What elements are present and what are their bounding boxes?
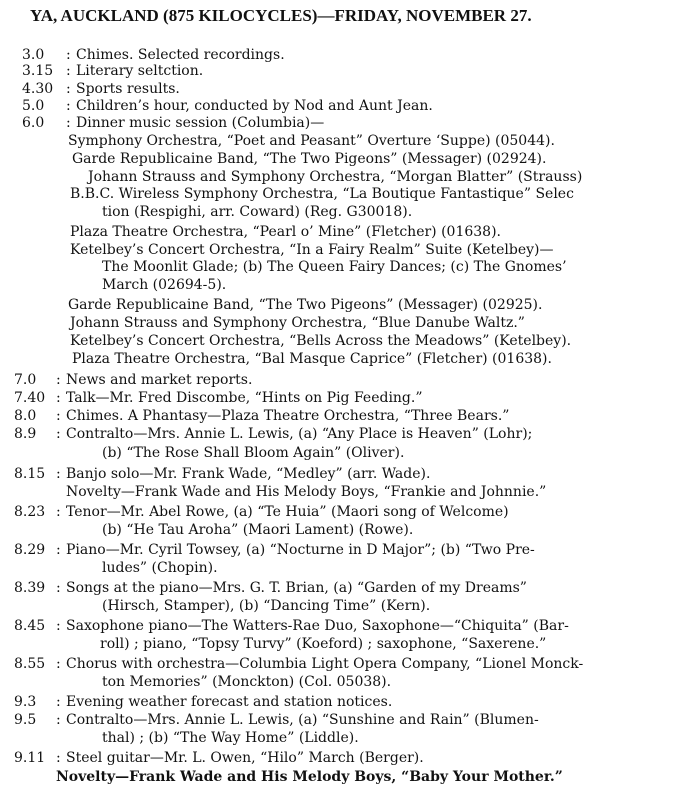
- entry-text: Novelty—Frank Wade and His Melody Boys, “Baby Your Mother.”: [56, 769, 563, 785]
- time-separator: :: [56, 466, 61, 482]
- entry-time: 9.11: [14, 750, 46, 766]
- entry-time: 4.30: [22, 81, 54, 97]
- entry-time: 7.0: [14, 372, 37, 388]
- entry-time: 8.9: [14, 426, 37, 442]
- entry-text: The Moonlit Glade; (b) The Queen Fairy Dances; (c) The Gnomes’: [102, 259, 567, 275]
- entry-text: Evening weather forecast and station notices.: [66, 694, 393, 710]
- entry-text: ludes” (Chopin).: [102, 560, 218, 576]
- time-separator: :: [56, 694, 61, 710]
- entry-text: Novelty—Frank Wade and His Melody Boys, “Frankie and Johnnie.”: [66, 484, 547, 500]
- time-separator: :: [66, 47, 71, 63]
- entry-time: 9.5: [14, 712, 37, 728]
- time-separator: :: [56, 580, 61, 596]
- entry-text: Contralto—Mrs. Annie L. Lewis, (a) “Sunshine and Rain” (Blumen-: [66, 712, 539, 728]
- entry-text: (b) “He Tau Aroha” (Maori Lament) (Rowe).: [102, 522, 414, 538]
- entry-text: Plaza Theatre Orchestra, “Pearl o’ Mine” (Fletcher) (01638).: [70, 224, 501, 240]
- entry-text: Literary seltction.: [76, 63, 204, 79]
- time-separator: :: [56, 372, 61, 388]
- entry-time: 3.0: [22, 47, 45, 63]
- entry-text: Contralto—Mrs. Annie L. Lewis, (a) “Any Place is Heaven” (Lohr);: [66, 426, 533, 442]
- entry-text: Dinner music session (Columbia)—: [76, 115, 325, 131]
- entry-text: Johann Strauss and Symphony Orchestra, “Morgan Blatter” (Strauss): [88, 169, 583, 185]
- entry-text: Chimes. A Phantasy—Plaza Theatre Orchestra, “Three Bears.”: [66, 408, 510, 424]
- entry-text: B.B.C. Wireless Symphony Orchestra, “La Boutique Fantastique” Selec: [70, 186, 574, 202]
- time-separator: :: [66, 98, 71, 114]
- entry-text: thal) ; (b) “The Way Home” (Liddle).: [102, 730, 359, 746]
- time-separator: :: [66, 63, 71, 79]
- entry-text: Talk—Mr. Fred Discombe, “Hints on Pig Feeding.”: [66, 390, 423, 406]
- entry-text: tion (Respighi, arr. Coward) (Reg. G30018).: [102, 204, 413, 220]
- time-separator: :: [66, 81, 71, 97]
- time-separator: :: [56, 750, 61, 766]
- station-header: YA, AUCKLAND (875 KILOCYCLES)—FRIDAY, NOVEMBER 27.: [30, 6, 532, 25]
- entry-time: 8.0: [14, 408, 37, 424]
- entry-text: (Hirsch, Stamper), (b) “Dancing Time” (Kern).: [102, 598, 431, 614]
- entry-text: Saxophone piano—The Watters-Rae Duo, Saxophone—“Chiquita” (Bar-: [66, 618, 569, 634]
- time-separator: :: [56, 408, 61, 424]
- entry-text: (b) “The Rose Shall Bloom Again” (Oliver).: [102, 445, 405, 461]
- time-separator: :: [56, 390, 61, 406]
- entry-text: Piano—Mr. Cyril Towsey, (a) “Nocturne in D Major”; (b) “Two Pre-: [66, 542, 535, 558]
- entry-text: Chorus with orchestra—Columbia Light Opera Company, “Lionel Monck-: [66, 656, 584, 672]
- entry-text: Johann Strauss and Symphony Orchestra, “Blue Danube Waltz.”: [70, 315, 525, 331]
- entry-time: 5.0: [22, 98, 45, 114]
- entry-time: 9.3: [14, 694, 37, 710]
- entry-time: 8.29: [14, 542, 46, 558]
- time-separator: :: [56, 618, 61, 634]
- time-separator: :: [56, 712, 61, 728]
- time-separator: :: [56, 426, 61, 442]
- entry-text: ton Memories” (Monckton) (Col. 05038).: [102, 674, 392, 690]
- entry-text: Steel guitar—Mr. L. Owen, “Hilo” March (Berger).: [66, 750, 424, 766]
- entry-text: Chimes. Selected recordings.: [76, 47, 285, 63]
- entry-text: Children’s hour, conducted by Nod and Aunt Jean.: [76, 98, 433, 114]
- entry-time: 8.39: [14, 580, 46, 596]
- entry-text: Ketelbey’s Concert Orchestra, “In a Fairy Realm” Suite (Ketelbey)—: [70, 242, 554, 258]
- entry-text: March (02694-5).: [102, 277, 227, 293]
- entry-time: 8.15: [14, 466, 46, 482]
- entry-time: 7.40: [14, 390, 46, 406]
- entry-text: Garde Republicaine Band, “The Two Pigeons” (Messager) (02924).: [72, 151, 547, 167]
- entry-text: Garde Republicaine Band, “The Two Pigeons” (Messager) (02925).: [68, 297, 543, 313]
- entry-text: Plaza Theatre Orchestra, “Bal Masque Caprice” (Fletcher) (01638).: [72, 351, 552, 367]
- entry-text: Ketelbey’s Concert Orchestra, “Bells Across the Meadows” (Ketelbey).: [70, 333, 572, 349]
- entry-time: 8.55: [14, 656, 46, 672]
- entry-time: 6.0: [22, 115, 45, 131]
- time-separator: :: [56, 656, 61, 672]
- entry-text: News and market reports.: [66, 372, 253, 388]
- time-separator: :: [56, 542, 61, 558]
- time-separator: :: [56, 504, 61, 520]
- entry-text: Banjo solo—Mr. Frank Wade, “Medley” (arr. Wade).: [66, 466, 431, 482]
- entry-time: 8.45: [14, 618, 46, 634]
- entry-text: Songs at the piano—Mrs. G. T. Brian, (a) “Garden of my Dreams”: [66, 580, 527, 596]
- entry-time: 8.23: [14, 504, 46, 520]
- entry-text: Tenor—Mr. Abel Rowe, (a) “Te Huia” (Maori song of Welcome): [66, 504, 509, 520]
- entry-text: Sports results.: [76, 81, 180, 97]
- time-separator: :: [66, 115, 71, 131]
- entry-time: 3.15: [22, 63, 54, 79]
- entry-text: Symphony Orchestra, “Poet and Peasant” Overture ‘Suppe) (05044).: [68, 133, 555, 149]
- entry-text: roll) ; piano, “Topsy Turvy” (Koeford) ; saxophone, “Saxerene.”: [100, 636, 547, 652]
